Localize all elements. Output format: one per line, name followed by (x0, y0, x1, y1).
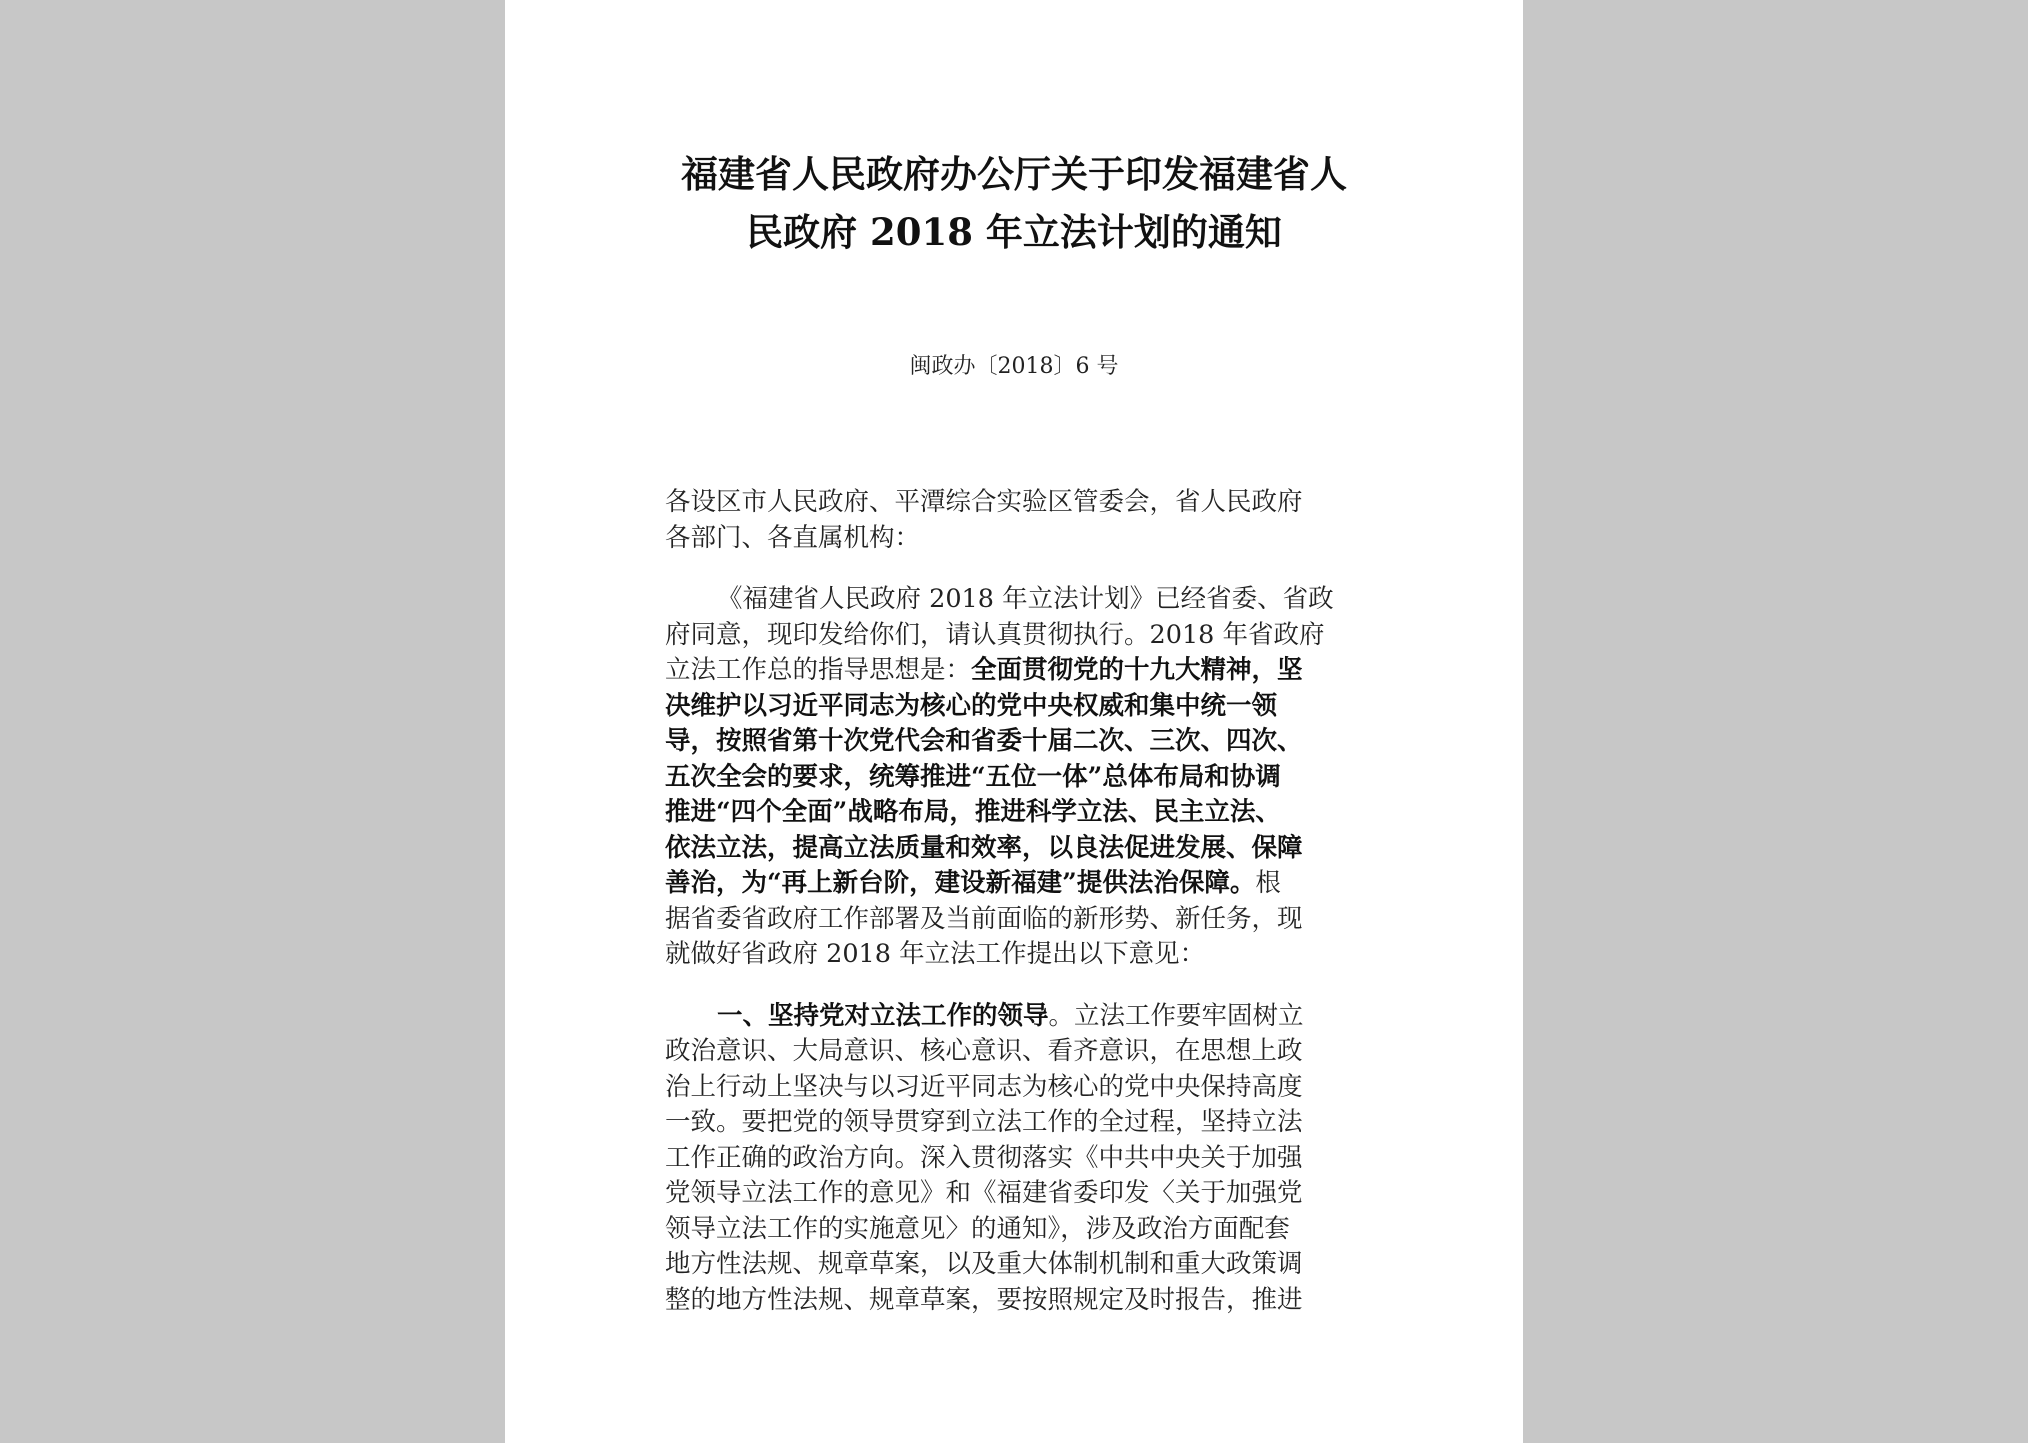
text-run: 一、坚持党对立法工作的领导 (717, 1000, 1049, 1031)
para1-line (665, 689, 1365, 725)
text-run: 全面贯彻党的十九大精神，坚 (971, 655, 1303, 685)
paragraph-1 (665, 582, 1365, 973)
addressee (665, 485, 1365, 556)
text-run: 五次全会的要求，统筹推进“五位一体”总体布局和协调 (665, 761, 1281, 792)
text-run: 政治意识、大局意识、核心意识、看齐意识，在思想上政 (665, 1036, 1303, 1066)
text-run: 导，按照省第十次党代会和省委十届二次、三次、四次、 (665, 726, 1303, 756)
para2-line (665, 1105, 1365, 1141)
para2-line (665, 1070, 1365, 1106)
addressee-line-2: 各部门、各直属机构： (665, 522, 921, 553)
document-title (505, 145, 1523, 261)
text-run: 一致。要把党的领导贯穿到立法工作的全过程，坚持立法 (665, 1107, 1303, 1137)
title-line-2: 民政府 2018 年立法计划的通知 (746, 210, 1282, 254)
para1-line (665, 724, 1365, 760)
text-run: 整的地方性法规、规章草案，要按照规定及时报告，推进 (665, 1284, 1303, 1315)
para2-line (665, 1283, 1365, 1319)
para2-line (665, 1176, 1365, 1212)
para2-line (665, 1141, 1365, 1177)
para1-line (665, 866, 1365, 902)
para1-line (665, 795, 1365, 831)
document-page (505, 0, 1523, 1443)
para2-line (665, 1212, 1365, 1248)
para1-line (665, 582, 1365, 618)
text-run: 府同意，现印发给你们，请认真贯彻执行。2018 年省政府 (665, 619, 1325, 650)
text-run: 善治，为“再上新台阶，建设新福建”提供法治保障。 (665, 868, 1256, 898)
para1-line (665, 831, 1365, 867)
text-run: 立法工作总的指导思想是： (665, 655, 972, 685)
text-run: 工作正确的政治方向。深入贯彻落实《中共中央关于加强 (665, 1142, 1303, 1173)
text-run: 领导立法工作的实施意见〉的通知》，涉及政治方面配套 (665, 1213, 1290, 1244)
paragraph-2 (665, 999, 1365, 1319)
text-run: 决维护以习近平同志为核心的党中央权威和集中统一领 (665, 690, 1278, 721)
para1-line (665, 937, 1365, 973)
text-run: 根 (1255, 868, 1281, 898)
para2-line (665, 1247, 1365, 1283)
title-line-1: 福建省人民政府办公厅关于印发福建省人 (681, 152, 1347, 196)
text-run: 《福建省人民政府 2018 年立法计划》已经省委、省政 (717, 584, 1334, 614)
para1-line (665, 653, 1365, 689)
para1-line (665, 902, 1365, 938)
document-body (665, 485, 1365, 1318)
text-run: 。立法工作要牢固树立 (1048, 1000, 1304, 1031)
text-run: 地方性法规、规章草案，以及重大体制机制和重大政策调 (665, 1249, 1303, 1279)
text-run: 治上行动上坚决与以习近平同志为核心的党中央保持高度 (665, 1071, 1303, 1102)
para1-line (665, 760, 1365, 796)
text-run: 就做好省政府 2018 年立法工作提出以下意见： (665, 939, 1206, 969)
para2-line (665, 999, 1365, 1035)
addressee-line-1: 各设区市人民政府、平潭综合实验区管委会，省人民政府 (665, 487, 1303, 517)
text-run: 推进“四个全面”战略布局，推进科学立法、民主立法、 (665, 797, 1281, 827)
text-run: 依法立法，提高立法质量和效率，以良法促进发展、保障 (665, 832, 1303, 863)
para2-line (665, 1034, 1365, 1070)
document-number: 闽政办〔2018〕6 号 (909, 354, 1119, 379)
text-run: 据省委省政府工作部署及当前面临的新形势、新任务，现 (665, 903, 1303, 934)
text-run: 党领导立法工作的意见》和《福建省委印发〈关于加强党 (665, 1178, 1303, 1208)
para1-line (665, 618, 1365, 654)
